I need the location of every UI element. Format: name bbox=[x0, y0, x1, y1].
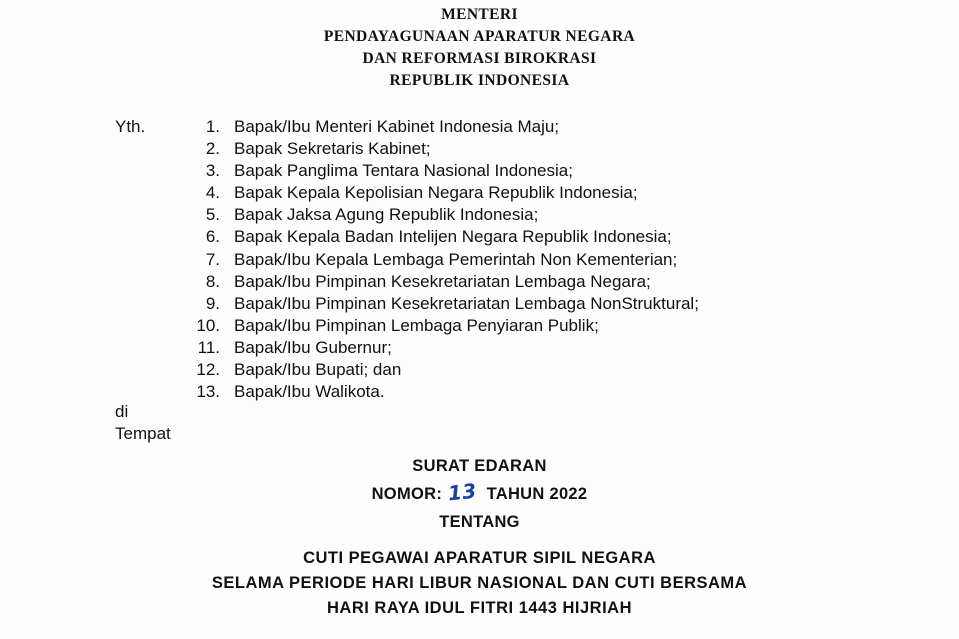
recipient-text: Bapak Kepala Kepolisian Negara Republik Indonesia; bbox=[234, 183, 638, 203]
letterhead-line-2: PENDAYAGUNAAN APARATUR NEGARA bbox=[323, 28, 636, 45]
address-place bbox=[115, 401, 171, 445]
recipient-text: Bapak/Ibu Pimpinan Kesekretariatan Lembaga Negara; bbox=[234, 271, 651, 291]
place-line-1: di bbox=[115, 402, 129, 421]
recipient-text: Bapak/Ibu Pimpinan Kesekretariatan Lembaga NonStruktural; bbox=[234, 293, 699, 313]
recipient-number: 7. bbox=[205, 249, 220, 269]
circular-subject bbox=[0, 546, 959, 621]
recipient-number: 6. bbox=[205, 227, 220, 247]
recipient-text: Bapak Panglima Tentara Nasional Indonesia; bbox=[234, 161, 573, 181]
subject-line-1: CUTI PEGAWAI APARATUR SIPIL NEGARA bbox=[303, 549, 656, 567]
letterhead-line-4: REPUBLIK INDONESIA bbox=[389, 72, 570, 89]
letterhead-line-3: DAN REFORMASI BIROKRASI bbox=[362, 50, 597, 67]
salutation-label: Yth. bbox=[115, 117, 146, 136]
handwritten-number: 13 bbox=[446, 478, 478, 506]
place-line-2: Tempat bbox=[115, 424, 171, 443]
recipient-number: 1. bbox=[205, 117, 220, 136]
number-suffix: TAHUN 2022 bbox=[486, 485, 588, 503]
recipient-text: Bapak Jaksa Agung Republik Indonesia; bbox=[234, 205, 539, 225]
recipient-number: 10. bbox=[196, 315, 220, 335]
recipient-text: Bapak/Ibu Kepala Lembaga Pemerintah Non Kementerian; bbox=[234, 249, 678, 269]
recipient-number: 2. bbox=[205, 139, 220, 159]
recipient-text: Bapak/Ibu Menteri Kabinet Indonesia Maju; bbox=[234, 117, 560, 136]
recipient-number: 3. bbox=[205, 161, 220, 181]
circular-title: SURAT EDARAN bbox=[412, 457, 547, 475]
recipient-number: 13. bbox=[196, 382, 220, 402]
recipient-text: Bapak/Ibu Walikota. bbox=[234, 382, 385, 402]
letterhead-line-1: MENTERI bbox=[441, 6, 518, 23]
recipient-text: Bapak/Ibu Pimpinan Lembaga Penyiaran Publik; bbox=[234, 315, 599, 335]
recipient-number: 4. bbox=[205, 183, 220, 203]
recipient-number: 8. bbox=[205, 271, 220, 291]
recipient-text: Bapak Kepala Badan Intelijen Negara Republik Indonesia; bbox=[234, 227, 672, 247]
subject-line-3: HARI RAYA IDUL FITRI 1443 HIJRIAH bbox=[326, 599, 633, 617]
recipient-number: 5. bbox=[205, 205, 220, 225]
number-prefix: NOMOR: bbox=[371, 485, 443, 503]
recipient-text: Bapak Sekretaris Kabinet; bbox=[234, 139, 431, 159]
recipient-number: 12. bbox=[196, 360, 220, 380]
subject-line-2: SELAMA PERIODE HARI LIBUR NASIONAL DAN CUTI BERSAMA bbox=[211, 574, 748, 592]
recipient-text: Bapak/Ibu Gubernur; bbox=[234, 337, 392, 357]
recipient-text: Bapak/Ibu Bupati; dan bbox=[234, 360, 402, 380]
letterhead bbox=[0, 4, 959, 92]
recipient-number: 9. bbox=[205, 293, 220, 313]
recipient-number: 11. bbox=[197, 337, 220, 357]
circular-number bbox=[0, 478, 959, 506]
circular-about-label: TENTANG bbox=[439, 513, 520, 531]
